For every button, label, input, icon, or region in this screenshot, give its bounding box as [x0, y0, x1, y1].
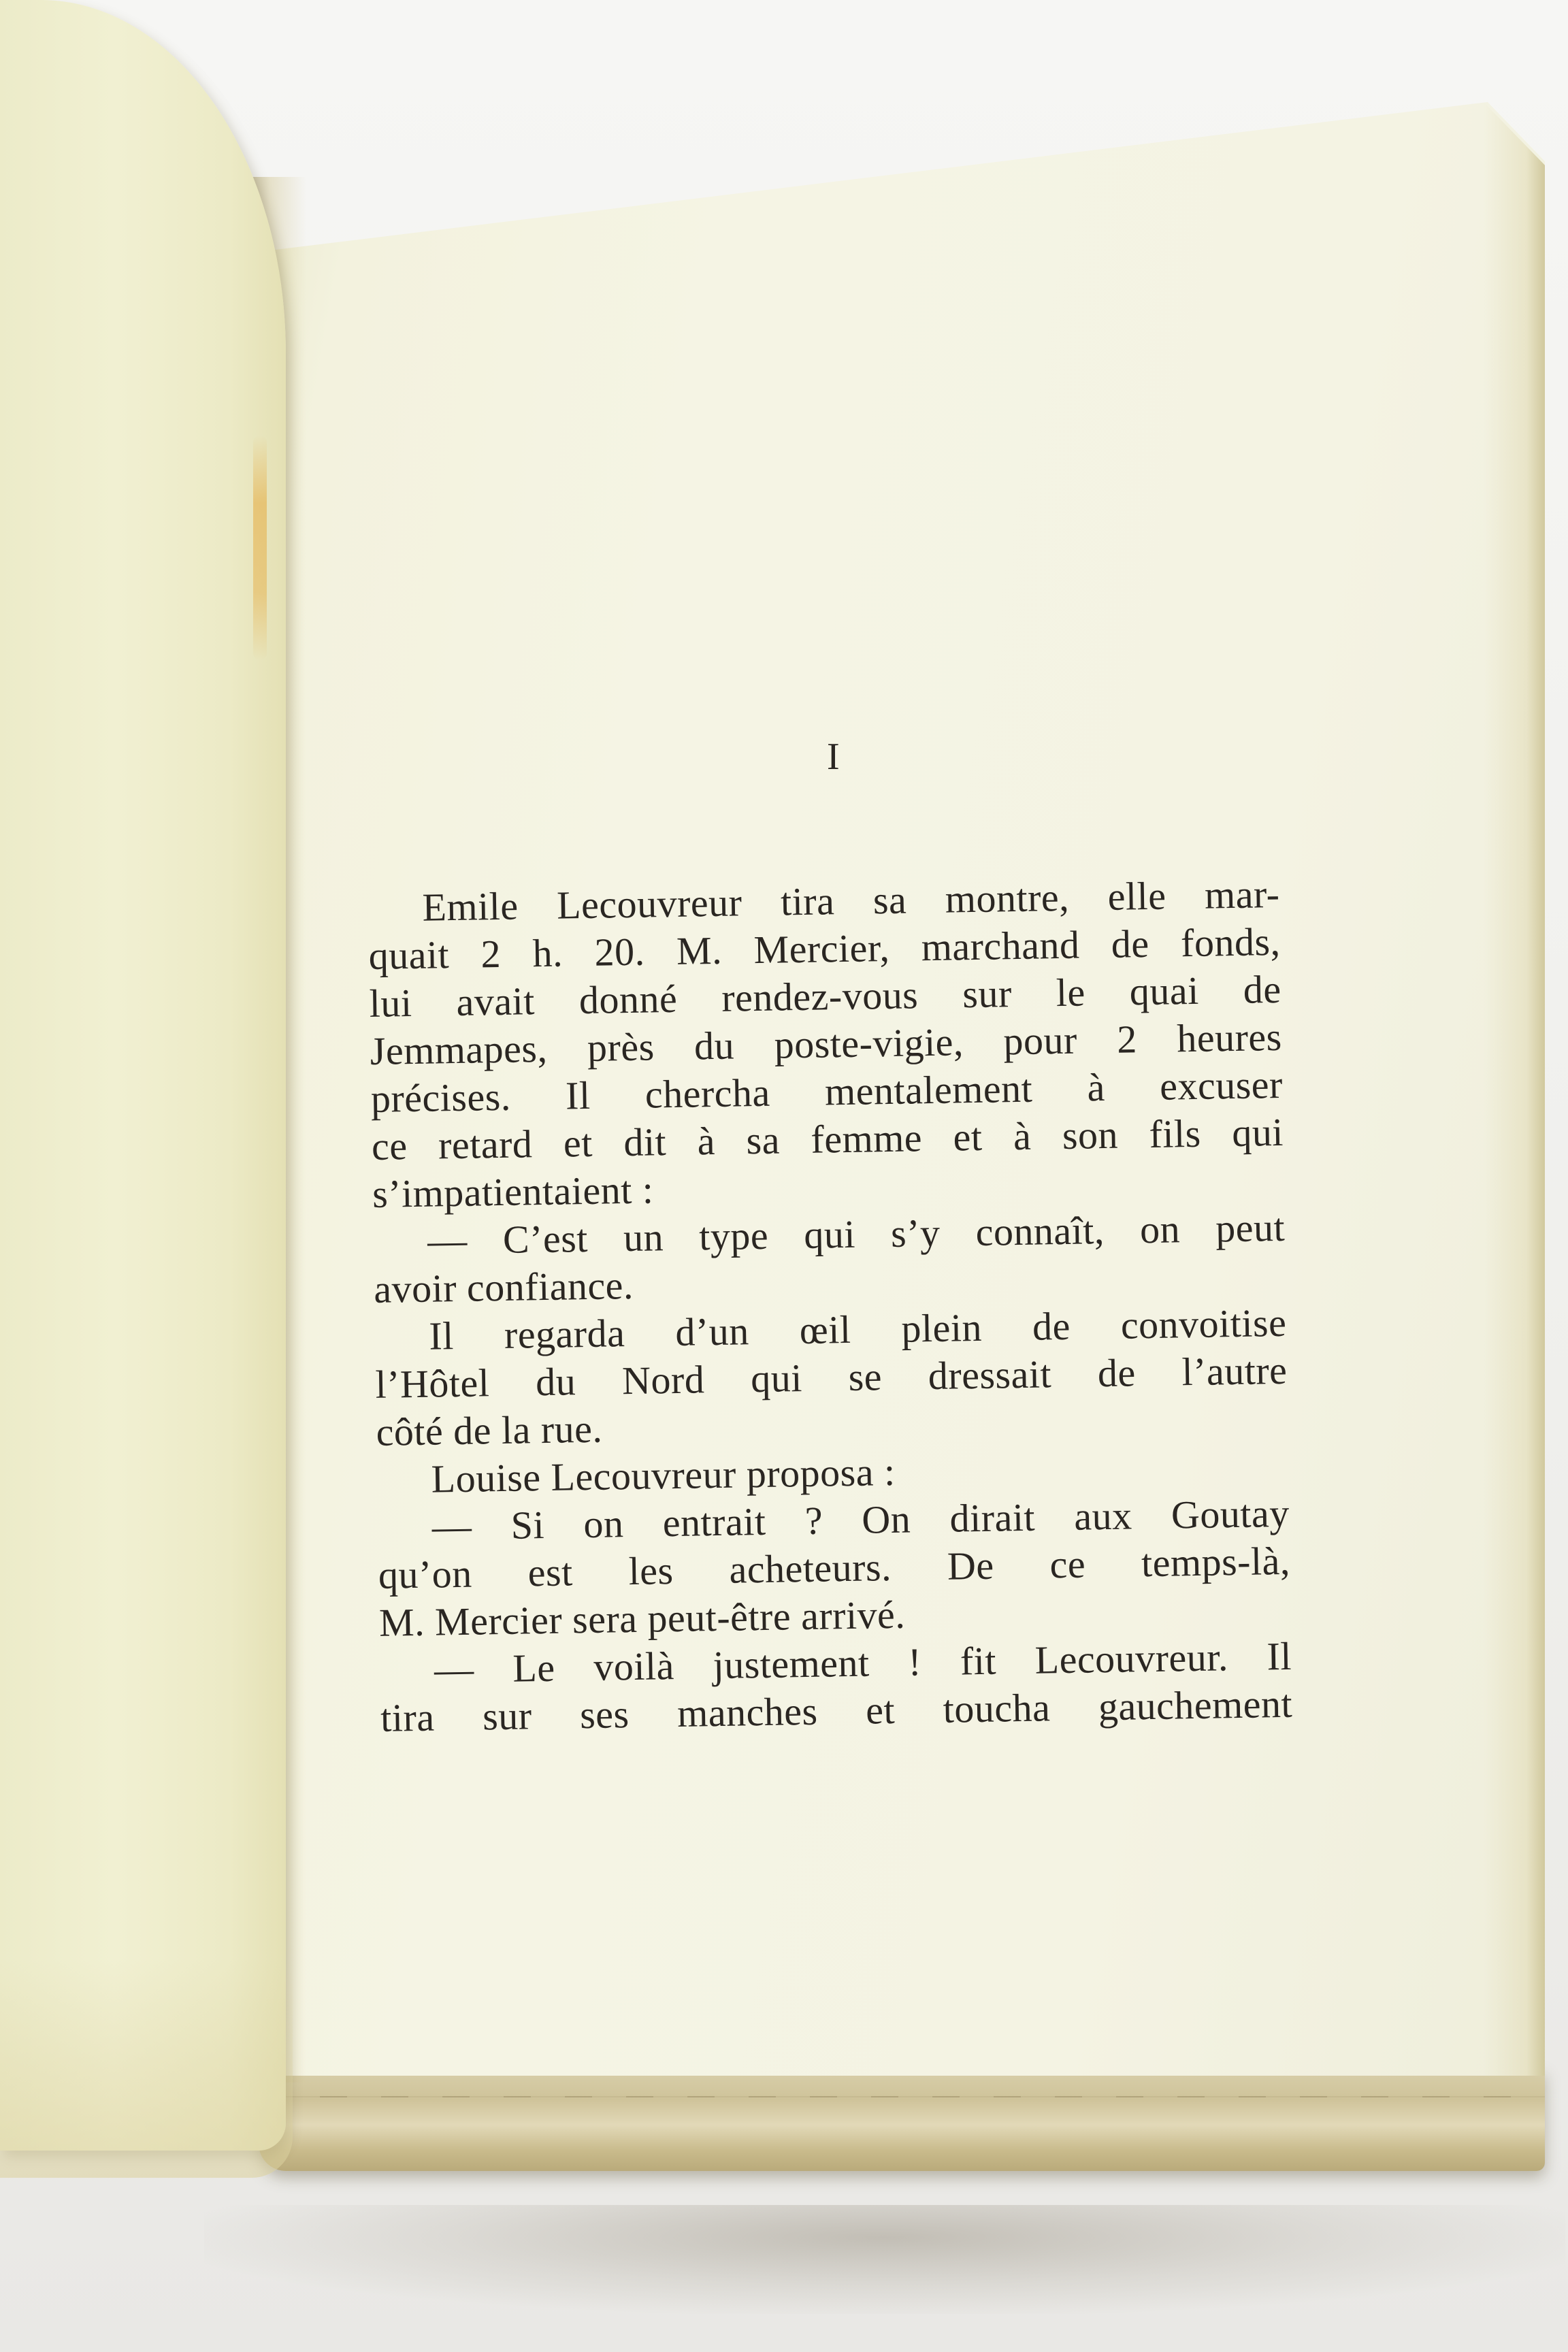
left-page: [0, 0, 286, 2151]
text-line: ce retard et dit à sa femme et à son fils qui: [371, 1109, 1284, 1169]
page-block-edge: [259, 2069, 1545, 2171]
text-line: lui avait donné rendez-vous sur le quai de: [369, 966, 1282, 1026]
chapter-number: I: [827, 736, 840, 778]
right-page-edge: [1484, 102, 1545, 2076]
text-line: quait 2 h. 20. M. Mercier, marchand de fonds,: [368, 919, 1281, 978]
book-shadow: [204, 2205, 1565, 2314]
text-line: Emile Lecouvreur tira sa montre, elle mar-: [422, 871, 1280, 930]
text-line: avoir confiance.: [373, 1262, 634, 1311]
page-text: [368, 870, 1293, 1742]
text-line: qu’on est les acheteurs. De ce temps-là,: [378, 1538, 1291, 1597]
text-line: — Le voilà justement ! fit Lecouvreur. Il: [434, 1633, 1292, 1692]
text-line: Jemmapes, près du poste-vigie, pour 2 heures: [370, 1014, 1283, 1073]
text-line: — C’est un type qui s’y connaît, on peut: [427, 1205, 1286, 1263]
text-line: s’impatientaient :: [372, 1167, 654, 1216]
left-page-stain: [253, 436, 267, 660]
text-line: l’Hôtel du Nord qui se dressait de l’autre: [375, 1348, 1288, 1407]
text-line: Il regarda d’un œil plein de convoitise: [428, 1300, 1287, 1358]
text-line: tira sur ses manches et toucha gauchement: [380, 1681, 1293, 1740]
text-line: M. Mercier sera peut-être arrivé.: [378, 1592, 906, 1645]
text-line: précises. Il chercha mentalement à excuser: [370, 1062, 1284, 1121]
text-line: — Si on entrait ? On dirait aux Goutay: [431, 1490, 1290, 1549]
text-line: Louise Lecouvreur proposa :: [431, 1449, 896, 1501]
text-line: côté de la rue.: [376, 1406, 603, 1454]
